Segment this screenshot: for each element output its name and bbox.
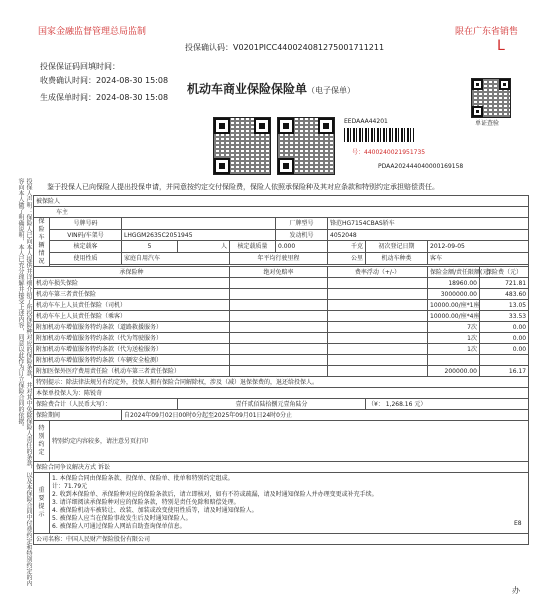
engine-label: 发动机号 bbox=[276, 229, 328, 241]
coverage-name: 附加机动车增值服务特约条款（代为驾驶服务） bbox=[34, 333, 230, 344]
coverage-row bbox=[34, 366, 529, 377]
coverage-premium: 0.00 bbox=[480, 344, 529, 355]
region-label: 限在广东省销售 bbox=[455, 27, 519, 37]
coverage-amount: 7次 bbox=[428, 322, 480, 333]
policyholder-row bbox=[34, 388, 529, 399]
title-suffix: （电子保单） bbox=[307, 86, 356, 95]
coverage-float bbox=[328, 311, 428, 322]
model-value: 锋范HG7154CBAS轿车 bbox=[328, 218, 529, 230]
effective-time-value: 2024-08-30 15:08 bbox=[96, 93, 169, 102]
coverage-row bbox=[34, 344, 529, 355]
coverage-float bbox=[328, 333, 428, 344]
coverage-deductible bbox=[230, 333, 328, 344]
plate-value bbox=[122, 218, 276, 230]
vehicle-section-label bbox=[34, 218, 50, 267]
period-label: 保险期间 bbox=[34, 410, 122, 421]
coverage-deductible bbox=[230, 300, 328, 311]
reg-date-value: 2012-09-05 bbox=[428, 241, 529, 253]
coverage-premium: 483.60 bbox=[480, 289, 529, 300]
receipt-time bbox=[40, 75, 168, 86]
coverage-float bbox=[328, 322, 428, 333]
coverage-header-amount: 保险金额/责任限额(元) bbox=[428, 267, 480, 278]
vin-label: VIN码/车架号 bbox=[50, 229, 122, 241]
important-item: 3. 请详细阅读承保险种对应的保险条款，特别是责任免除和赔偿处理。 bbox=[52, 499, 240, 506]
coverage-name: 机动车第三者责任保险 bbox=[34, 289, 230, 300]
coverage-amount: 10000.00/座*4座 bbox=[428, 311, 480, 322]
voucher-time: 投保保证码回填时间： bbox=[40, 62, 120, 71]
vin-value: LHGGM2635C2051945 bbox=[122, 229, 276, 241]
coverage-float bbox=[328, 344, 428, 355]
coverage-header-name: 承保险种 bbox=[34, 267, 230, 278]
special-value-text: 特别约定内容较多，请注意另页打印 bbox=[52, 437, 149, 445]
coverage-amount: 10000.00/座*1座 bbox=[428, 300, 480, 311]
coverage-header-float: 费率浮动（+/-） bbox=[328, 267, 428, 278]
dispute-value: 诉讼 bbox=[97, 463, 110, 471]
policyholder-declaration: 投保人声明：保险人已向本人提供并详细介绍了所投保险种对应的保险条款，并对其中免除保险人责任的条款，以及本保险合同中付费约定和特别约定的内容向本人做了明确说明，本人已充分理解并接受上述内容，同意以此作为订立保险合同的依据。 bbox=[17, 178, 32, 586]
coverage-deductible bbox=[230, 289, 328, 300]
company-value: 中国人民财产保险股份有限公司 bbox=[66, 535, 151, 543]
coverage-float bbox=[328, 366, 428, 377]
policy-number: PDAA202444040000169158 bbox=[378, 163, 464, 170]
important-item: 4. 被保险机动车被转让、改装、加装或改变使用性质等，请及时通知保险人。 bbox=[52, 507, 258, 514]
coverage-deductible bbox=[230, 311, 328, 322]
coverage-premium: 721.81 bbox=[480, 278, 529, 289]
type-value: 客车 bbox=[428, 253, 529, 265]
coverage-amount bbox=[428, 355, 480, 366]
policy-qr-code-2 bbox=[277, 117, 335, 175]
coverage-row bbox=[34, 278, 529, 289]
coverage-float bbox=[328, 278, 428, 289]
coverage-name: 机动车损失保险 bbox=[34, 278, 230, 289]
premium-total-label: 保险费合计（人民币大写）： bbox=[34, 399, 178, 410]
issuer-label: 国家金融监督管理总局监制 bbox=[38, 27, 147, 37]
important-label-text: 重要提示 bbox=[38, 487, 45, 518]
serial-number bbox=[352, 147, 425, 156]
coverage-amount: 18960.00 bbox=[428, 278, 480, 289]
period-value: 自2024年09月02日00时0分起至2025年09月01日24时0分止 bbox=[122, 410, 529, 421]
important-item: 5. 被保险人应当在保险事故发生后及时通知保险人。 bbox=[52, 515, 192, 522]
coverage-rows bbox=[34, 278, 529, 377]
right-mark-e8: E8 bbox=[514, 520, 522, 527]
coverage-deductible bbox=[230, 344, 328, 355]
coverage-premium: 13.05 bbox=[480, 300, 529, 311]
coverage-premium: 16.17 bbox=[480, 366, 529, 377]
coverage-header-premium: 保险费（元） bbox=[480, 267, 529, 278]
mileage-unit: 公里 bbox=[328, 253, 366, 265]
coverage-deductible bbox=[230, 355, 328, 366]
coverage-premium: 0.00 bbox=[480, 322, 529, 333]
insured-row bbox=[34, 196, 529, 207]
dispute-row bbox=[34, 462, 529, 473]
engine-value: 4052048 bbox=[328, 229, 529, 241]
receipt-time-value: 2024-08-30 15:08 bbox=[96, 76, 169, 85]
special-label bbox=[34, 421, 50, 462]
serial-value: 4400240021951735 bbox=[364, 149, 426, 156]
coverage-amount: 1次 bbox=[428, 333, 480, 344]
coverage-deductible bbox=[230, 366, 328, 377]
type-label: 机动车种类 bbox=[366, 253, 428, 265]
owner-row bbox=[34, 207, 529, 218]
preamble: 鉴于投保人已向保险人提出投保申请，并同意按约定交付保险费，保险人依照承保险种及其对应条款和特别约定承担赔偿责任。 bbox=[47, 183, 439, 191]
policyholder-name: 本保单投保人为：陈锐奇 bbox=[36, 389, 103, 397]
confirm-code bbox=[185, 42, 384, 53]
coverage-name: 附加医保外医疗费用责任险（机动车第三者责任保险） bbox=[34, 366, 230, 377]
coverage-float bbox=[328, 300, 428, 311]
coverage-deductible bbox=[230, 278, 328, 289]
policy-table bbox=[33, 195, 529, 545]
coverage-name: 附加机动车增值服务特约条款（道路救援服务） bbox=[34, 322, 230, 333]
coverage-premium: 33.53 bbox=[480, 311, 529, 322]
coverage-row bbox=[34, 289, 529, 300]
qr-caption: 单证查验 bbox=[475, 120, 500, 127]
confirm-code-label: 投保确认码： bbox=[185, 43, 233, 52]
effective-time-label: 生成保单时间： bbox=[40, 93, 96, 102]
barcode bbox=[344, 128, 414, 142]
seats-label: 核定载客 bbox=[50, 241, 122, 253]
coverage-amount: 200000.00 bbox=[428, 366, 480, 377]
mass-label: 核定载质量 bbox=[230, 241, 276, 253]
form-code: EEDAAA44201 bbox=[344, 118, 388, 125]
verify-qr-code bbox=[471, 78, 511, 118]
mass-unit: 千克 bbox=[328, 241, 366, 253]
coverage-row bbox=[34, 355, 529, 366]
special-tip-row bbox=[34, 377, 529, 388]
usage-label: 使用性质 bbox=[50, 253, 122, 265]
coverage-float bbox=[328, 355, 428, 366]
model-label: 厂牌型号 bbox=[276, 218, 328, 230]
mass-value: 0.000 bbox=[276, 241, 328, 253]
premium-total-words: 壹仟贰佰陆拾捌元壹角陆分 bbox=[178, 399, 366, 410]
usage-value: 家庭自用汽车 bbox=[122, 253, 230, 265]
important-item: 1. 本保险合同由保险条款、投保单、保险单、批单和特别约定组成。 bbox=[52, 475, 234, 482]
coverage-row bbox=[34, 311, 529, 322]
coverage-name: 附加机动车增值服务特约条款（代为送检服务） bbox=[34, 344, 230, 355]
important-item: 2. 收到本保险单、承保险种对应的保险条款后，请立即核对，如有不符或疏漏，请及时通知保险人并办理变更或补充手续。 bbox=[52, 491, 378, 498]
coverage-float bbox=[328, 289, 428, 300]
confirm-code-value: V0201PICC440024081275001711211 bbox=[233, 43, 385, 52]
coverage-name: 附加机动车增值服务特约条款（车辆安全检测） bbox=[34, 355, 230, 366]
important-items bbox=[50, 473, 529, 534]
right-mark-ban: 办 bbox=[512, 586, 520, 595]
coverage-header-deductible: 绝对免赔率 bbox=[230, 267, 328, 278]
important-item: 计：71.79元 bbox=[52, 483, 88, 490]
effective-time bbox=[40, 92, 168, 103]
important-item: 6. 被保险人可通过保险人网站自助查询保单信息。 bbox=[52, 523, 186, 530]
serial-label: 号： bbox=[352, 149, 365, 156]
owner-label: 车主 bbox=[56, 208, 69, 216]
corner-mark: L bbox=[497, 38, 505, 54]
coverage-row bbox=[34, 333, 529, 344]
title-main: 机动车商业保险保险单 bbox=[187, 82, 308, 96]
special-tip: 特别提示：除法律法规另有约定外，投保人拥有保险合同解除权，涉及（减）退保保费的，退还给投保人。 bbox=[36, 378, 319, 386]
policy-qr-code-1 bbox=[213, 117, 271, 175]
seats-value: 5 bbox=[122, 241, 178, 253]
receipt-time-label: 收费确认时间： bbox=[40, 76, 96, 85]
plate-label: 号牌号码 bbox=[50, 218, 122, 230]
coverage-deductible bbox=[230, 322, 328, 333]
coverage-premium: 0.00 bbox=[480, 333, 529, 344]
coverage-row bbox=[34, 300, 529, 311]
coverage-name: 机动车车上人员责任保险（乘客） bbox=[34, 311, 230, 322]
coverage-premium bbox=[480, 355, 529, 366]
mileage-label: 年平均行驶里程 bbox=[230, 253, 328, 265]
insured-label: 被保险人 bbox=[36, 197, 61, 205]
document-title bbox=[187, 80, 355, 97]
coverage-name: 机动车车上人员责任保险（司机） bbox=[34, 300, 230, 311]
special-label-text: 特别约定 bbox=[38, 425, 45, 456]
important-label bbox=[34, 473, 50, 534]
premium-total-number: （¥： 1,268.16 元） bbox=[366, 399, 529, 410]
vehicle-section-text: 保险车辆情况 bbox=[38, 218, 45, 265]
dispute-label: 保险合同争议解决方式 bbox=[36, 463, 97, 471]
special-value bbox=[50, 421, 529, 462]
coverage-amount: 1次 bbox=[428, 344, 480, 355]
company-row bbox=[34, 534, 529, 545]
seats-unit: 人 bbox=[178, 241, 230, 253]
coverage-amount: 3000000.00 bbox=[428, 289, 480, 300]
company-label: 公司名称： bbox=[36, 535, 67, 543]
reg-date-label: 初次登记日期 bbox=[366, 241, 428, 253]
coverage-row bbox=[34, 322, 529, 333]
